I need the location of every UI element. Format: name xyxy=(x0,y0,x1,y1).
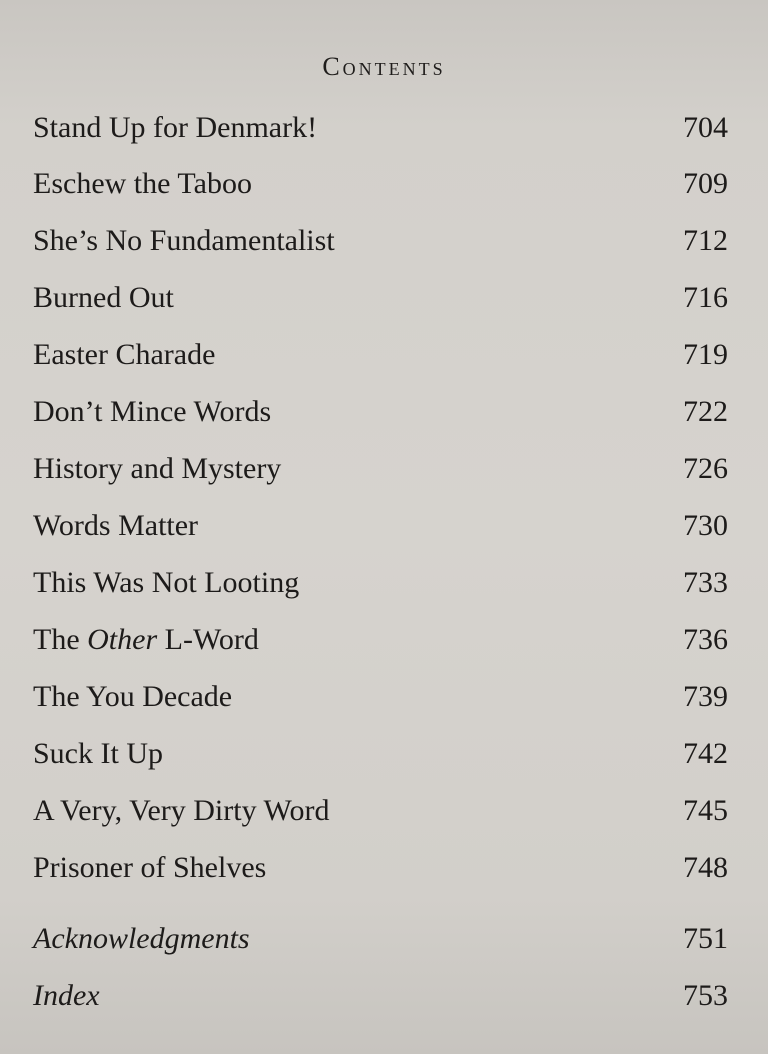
toc-back-matter-entry xyxy=(33,917,728,961)
toc-entry-page: 722 xyxy=(683,395,728,428)
toc-entry-page: 739 xyxy=(683,680,728,713)
toc-entry-page: 753 xyxy=(683,979,728,1012)
toc-entry-page: 733 xyxy=(683,566,728,599)
toc-entry-page: 742 xyxy=(683,737,728,770)
toc-entry xyxy=(33,390,728,434)
toc-entry-title: The You Decade xyxy=(33,680,233,713)
toc-entry-title: A Very, Very Dirty Word xyxy=(33,794,330,827)
toc-entry-page: 730 xyxy=(683,509,728,542)
toc-entry xyxy=(33,675,728,719)
toc-entry-page: 748 xyxy=(683,851,728,884)
toc-entry-title: Words Matter xyxy=(33,509,199,542)
toc-entry-title: Eschew the Taboo xyxy=(33,167,252,200)
toc-entry-page: 712 xyxy=(683,224,728,257)
toc-entry-title: Index xyxy=(33,979,100,1012)
toc-entry-page: 726 xyxy=(683,452,728,485)
toc-entry xyxy=(33,106,728,150)
contents-heading: Contents xyxy=(322,52,446,81)
toc-entry xyxy=(33,504,728,548)
toc-back-matter-entry xyxy=(33,974,728,1018)
toc-entry xyxy=(33,561,728,605)
toc-entry xyxy=(33,732,728,776)
toc-entry-page: 719 xyxy=(683,338,728,371)
toc-entry xyxy=(33,447,728,491)
toc-entry-title-italic: Other xyxy=(87,623,158,656)
toc-entry-page: 745 xyxy=(683,794,728,827)
toc-entry xyxy=(33,276,728,320)
toc-entry xyxy=(33,219,728,263)
toc-entry-title: Suck It Up xyxy=(33,737,163,770)
toc-entry xyxy=(33,333,728,377)
toc-entry-title xyxy=(33,618,259,662)
toc-entry-title-post: L-Word xyxy=(157,623,259,656)
toc-entry-title: This Was Not Looting xyxy=(33,566,300,599)
toc-entry-title: Easter Charade xyxy=(33,338,216,371)
toc-entry-title: She’s No Fundamentalist xyxy=(33,224,335,257)
toc-entry-page: 736 xyxy=(683,623,728,656)
toc-entry xyxy=(33,162,728,206)
toc-entry-page: 704 xyxy=(683,111,728,144)
toc-entry-title: Prisoner of Shelves xyxy=(33,851,267,884)
toc-entry-page: 751 xyxy=(683,922,728,955)
toc-entry-title: Don’t Mince Words xyxy=(33,395,272,428)
toc-entry-title: Burned Out xyxy=(33,281,174,314)
toc-entry-title: Stand Up for Denmark! xyxy=(33,111,318,144)
toc-entry-title: Acknowledgments xyxy=(33,922,250,955)
toc-entry-page: 716 xyxy=(683,281,728,314)
toc-entry-title-pre: The xyxy=(33,623,88,656)
toc-entry xyxy=(33,846,728,890)
toc-entry xyxy=(33,789,728,833)
toc-entry xyxy=(33,618,728,662)
toc-entry-page: 709 xyxy=(683,167,728,200)
toc-entry-title: History and Mystery xyxy=(33,452,282,485)
